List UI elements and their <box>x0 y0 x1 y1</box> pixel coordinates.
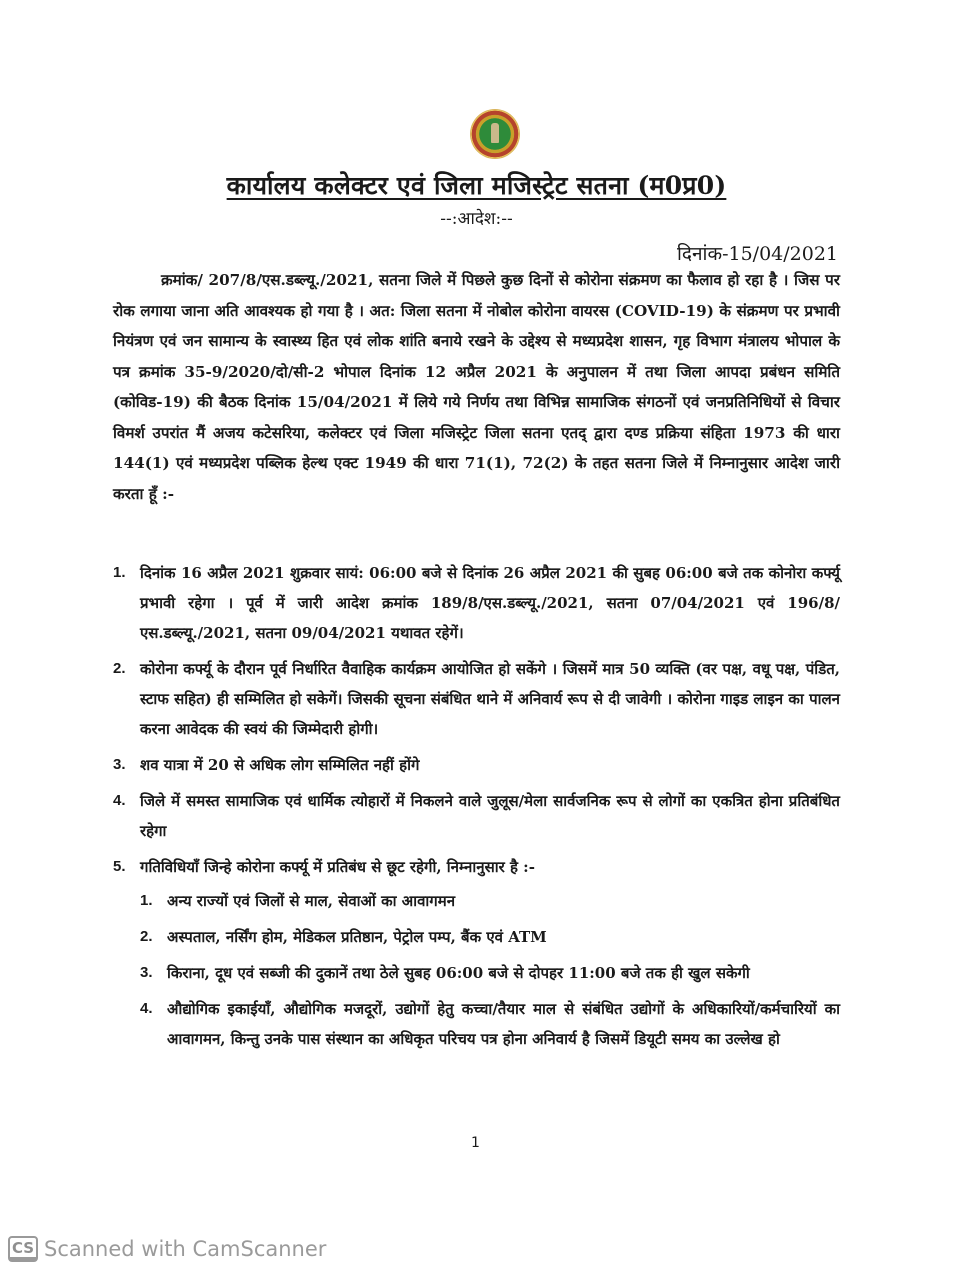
exemption-item <box>140 958 840 988</box>
order-item <box>113 654 840 744</box>
order-item <box>113 852 840 1054</box>
order-number: 2. <box>113 660 126 677</box>
exemption-text: औद्योगिक इकाईयाँ, औद्योगिक मजदूरों, उद्योगों हेतु कच्चा/तैयार माल से संबंधित उद्योगों के अधिकारियों/कर्मचारियों का आवागमन, किन्तु उनके पास संस्थान का अधिकृत परिचय पत्र होना अनिवार्य है जिसमें डियूटी समय का उल्लेख हो <box>167 1000 840 1048</box>
watermark-text: Scanned with CamScanner <box>44 1237 327 1261</box>
order-number: 5. <box>113 858 126 875</box>
exemption-item <box>140 994 840 1054</box>
page-number: 1 <box>471 1135 480 1151</box>
exemption-item <box>140 922 840 952</box>
exemption-text: अन्य राज्यों एवं जिलों से माल, सेवाओं का आवागमन <box>167 892 456 910</box>
order-number: 4. <box>113 792 126 809</box>
order-text: दिनांक 16 अप्रैल 2021 शुक्रवार सायं: 06:00 बजे से दिनांक 26 अप्रैल 2021 की सुबह 06:00 बजे तक कोनोरा कर्फ्यू प्रभावी रहेगा । पूर्व में जारी आदेश क्रमांक 189/8/एस.डब्ल्यू./2021, सतना 07/04/2021 एवं 196/8/एस.डब्ल्यू./2021, सतना 09/04/2021 यथावत रहेगें। <box>140 564 840 642</box>
order-text: जिले में समस्त सामाजिक एवं धार्मिक त्योहारों में निकलने वाले जुलूस/मेला सार्वजनिक रूप से लोगों का एकत्रित होना प्रतिबंधित रहेगा <box>140 792 840 840</box>
order-item <box>113 786 840 846</box>
exemption-number: 2. <box>140 928 153 945</box>
order-item <box>113 750 840 780</box>
order-date: दिनांक-15/04/2021 <box>677 243 838 265</box>
order-text: कोरोना कर्फ्यू के दौरान पूर्व निर्धारित वैवाहिक कार्यक्रम आयोजित हो सकेंगे । जिसमें मात्र 50 व्यक्ति (वर पक्ष, वधू पक्ष, पंडित, स्टाफ सहित) ही सम्मिलित हो सकेगें। जिसकी सूचना संबंधित थाने में अनिवार्य रूप से दी जावेगी । कोरोना गाइड लाइन का पालन करना आवेदक की स्वयं की जिम्मेदारी होगी। <box>140 660 840 738</box>
intro-paragraph: क्रमांक/ 207/8/एस.डब्ल्यू./2021, सतना जिले में पिछले कुछ दिनों से कोरोना संक्रमण का फैलाव हो रहा है । जिस पर रोक लगाया जाना अति आवश्यक हो गया है । अत: जिला सतना में नोबोल कोरोना वायरस (COVID-19) के संक्रमण पर प्रभावी नियंत्रण एवं जन सामान्य के स्वास्थ्य हित एवं लोक शांति बनाये रखने के उद्देश्य से मध्यप्रदेश शासन, गृह विभाग मंत्रालय भोपाल के पत्र क्रमांक 35-9/2020/दो/सी-2 भोपाल दिनांक 12 अप्रैल 2021 के अनुपालन में तथा जिला आपदा प्रबंधन समिति (कोविड-19) की बैठक दिनांक 15/04/2021 में लिये गये निर्णय तथा विभिन्न सामाजिक संगठनों एवं जनप्रतिनिधियों से विचार विमर्श उपरांत मैं अजय कटेसरिया, कलेक्टर एवं जिला मजिस्ट्रेट जिला सतना एतद् द्वारा दण्ड प्रक्रिया संहिता 1973 की धारा 144(1) एवं मध्यप्रदेश पब्लिक हेल्थ एक्ट 1949 की धारा 71(1), 72(2) के तहत सतना जिले में निम्नानुसार आदेश जारी करता हूँ :- <box>113 271 840 503</box>
order-item <box>113 558 840 648</box>
camscanner-logo-icon: CS <box>8 1236 38 1262</box>
camscanner-watermark <box>8 1236 326 1262</box>
office-title: कार्यालय कलेक्टर एवं जिला मजिस्ट्रेट सतना (म0प्र0) <box>226 171 727 200</box>
exemption-text: किराना, दूध एवं सब्जी की दुकानें तथा ठेले सुबह 06:00 बजे से दोपहर 11:00 बजे तक ही खुल सकेगी <box>167 964 750 982</box>
exemption-number: 1. <box>140 892 153 909</box>
order-number: 1. <box>113 564 126 581</box>
exemption-text: अस्पताल, नर्सिंग होम, मेडिकल प्रतिष्ठान, पेट्रोल पम्प, बैंक एवं ATM <box>167 928 547 946</box>
exemptions-list <box>140 886 840 1054</box>
exemption-number: 3. <box>140 964 153 981</box>
order-text: शव यात्रा में 20 से अधिक लोग सम्मिलित नहीं होंगे <box>140 756 420 774</box>
order-number: 3. <box>113 756 126 773</box>
order-heading: --:आदेश:-- <box>440 209 513 229</box>
madhya-pradesh-emblem-icon <box>471 110 519 158</box>
exemption-number: 4. <box>140 1000 153 1017</box>
order-text: गतिविधियाँ जिन्हे कोरोना कर्फ्यू में प्रतिबंध से छूट रहेगी, निम्नानुसार है :- <box>140 858 535 876</box>
ashoka-pillar-icon <box>491 123 499 143</box>
orders-list <box>113 558 840 1060</box>
exemption-item <box>140 886 840 916</box>
